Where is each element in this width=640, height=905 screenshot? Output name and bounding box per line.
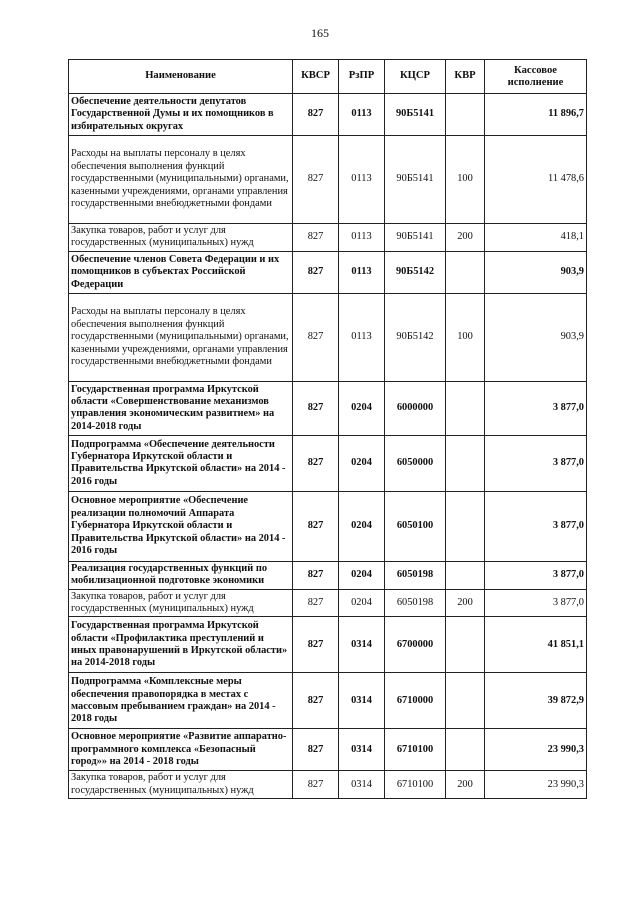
cell-kcsr: 6050100 — [385, 491, 446, 561]
cell-kvr — [446, 561, 485, 589]
cell-rzpr: 0314 — [339, 729, 385, 771]
cell-rzpr: 0113 — [339, 224, 385, 252]
cell-kvr — [446, 435, 485, 491]
cell-cash-execution: 903,9 — [485, 293, 587, 381]
cell-rzpr: 0113 — [339, 293, 385, 381]
cell-rzpr: 0113 — [339, 136, 385, 224]
cell-rzpr: 0314 — [339, 617, 385, 673]
cell-name: Обеспечение членов Совета Федерации и их помощников в субъектах Российской Федерации — [69, 251, 293, 293]
cell-cash-execution: 3 877,0 — [485, 561, 587, 589]
cell-kvr: 200 — [446, 589, 485, 617]
cell-kvr — [446, 251, 485, 293]
cell-kcsr: 6000000 — [385, 381, 446, 435]
cell-kcsr: 6710000 — [385, 673, 446, 729]
cell-cash-execution: 23 990,3 — [485, 771, 587, 799]
cell-cash-execution: 418,1 — [485, 224, 587, 252]
table-row — [69, 136, 587, 224]
cell-kcsr: 6050000 — [385, 435, 446, 491]
cell-kvsr: 827 — [293, 136, 339, 224]
cell-rzpr: 0204 — [339, 381, 385, 435]
cell-name: Основное мероприятие «Развитие аппаратно-программного комплекса «Безопасный город»» на 2014 - 2018 годы — [69, 729, 293, 771]
table-row — [69, 673, 587, 729]
cell-kcsr: 90Б5141 — [385, 224, 446, 252]
cell-kvsr: 827 — [293, 435, 339, 491]
cell-name: Основное мероприятие «Обеспечение реализации полномочий Аппарата Губернатора Иркутской области и Правительства Иркутской области» на 2014 - 2016 годы — [69, 491, 293, 561]
cell-kvsr: 827 — [293, 94, 339, 136]
cell-rzpr: 0204 — [339, 491, 385, 561]
table-row — [69, 251, 587, 293]
cell-kcsr: 90Б5141 — [385, 136, 446, 224]
cell-kvr — [446, 94, 485, 136]
header-rzpr: РзПР — [339, 60, 385, 94]
header-name: Наименование — [69, 60, 293, 94]
cell-kvr — [446, 491, 485, 561]
cell-kvsr: 827 — [293, 293, 339, 381]
cell-rzpr: 0314 — [339, 673, 385, 729]
header-cash-execution: Кассовое исполнение — [485, 60, 587, 94]
cell-kvsr: 827 — [293, 491, 339, 561]
cell-name: Закупка товаров, работ и услуг для государственных (муниципальных) нужд — [69, 224, 293, 252]
cell-kvsr: 827 — [293, 251, 339, 293]
cell-kvsr: 827 — [293, 729, 339, 771]
cell-cash-execution: 3 877,0 — [485, 381, 587, 435]
cell-cash-execution: 903,9 — [485, 251, 587, 293]
table-row — [69, 491, 587, 561]
cell-kvr — [446, 673, 485, 729]
cell-cash-execution: 11 478,6 — [485, 136, 587, 224]
cell-kvsr: 827 — [293, 224, 339, 252]
cell-rzpr: 0204 — [339, 561, 385, 589]
table-row — [69, 381, 587, 435]
header-kvr: КВР — [446, 60, 485, 94]
cell-name: Закупка товаров, работ и услуг для государственных (муниципальных) нужд — [69, 771, 293, 799]
cell-name: Обеспечение деятельности депутатов Государственной Думы и их помощников в избирательных округах — [69, 94, 293, 136]
cell-cash-execution: 3 877,0 — [485, 435, 587, 491]
cell-kcsr: 90Б5142 — [385, 293, 446, 381]
cell-cash-execution: 11 896,7 — [485, 94, 587, 136]
cell-rzpr: 0113 — [339, 251, 385, 293]
cell-name: Подпрограмма «Обеспечение деятельности Губернатора Иркутской области и Правительства Иркутской области» на 2014 - 2016 годы — [69, 435, 293, 491]
table-header-row — [69, 60, 587, 94]
cell-rzpr: 0113 — [339, 94, 385, 136]
cell-cash-execution: 23 990,3 — [485, 729, 587, 771]
table-row — [69, 94, 587, 136]
cell-kcsr: 6700000 — [385, 617, 446, 673]
cell-rzpr: 0204 — [339, 589, 385, 617]
table-row — [69, 617, 587, 673]
cell-name: Расходы на выплаты персоналу в целях обеспечения выполнения функций государственными (муниципальными) органами, казенными учреждениями, органами управления государственными внебюджетными фондами — [69, 136, 293, 224]
table-row — [69, 589, 587, 617]
cell-kcsr: 90Б5141 — [385, 94, 446, 136]
cell-kvr — [446, 729, 485, 771]
cell-cash-execution: 41 851,1 — [485, 617, 587, 673]
cell-name: Государственная программа Иркутской области «Совершенствование механизмов управления экономическим развитием» на 2014-2018 годы — [69, 381, 293, 435]
cell-kcsr: 90Б5142 — [385, 251, 446, 293]
cell-kvsr: 827 — [293, 771, 339, 799]
cell-kcsr: 6710100 — [385, 771, 446, 799]
cell-kvsr: 827 — [293, 617, 339, 673]
cell-kvr — [446, 381, 485, 435]
cell-kcsr: 6710100 — [385, 729, 446, 771]
header-kcsr: КЦСР — [385, 60, 446, 94]
cell-cash-execution: 3 877,0 — [485, 589, 587, 617]
cell-name: Реализация государственных функций по мобилизационной подготовке экономики — [69, 561, 293, 589]
cell-kvsr: 827 — [293, 381, 339, 435]
cell-cash-execution: 3 877,0 — [485, 491, 587, 561]
table-row — [69, 729, 587, 771]
cell-name: Подпрограмма «Комплексные меры обеспечения правопорядка в местах с массовым пребыванием граждан» на 2014 - 2018 годы — [69, 673, 293, 729]
cell-name: Закупка товаров, работ и услуг для государственных (муниципальных) нужд — [69, 589, 293, 617]
cell-kvr: 100 — [446, 136, 485, 224]
cell-cash-execution: 39 872,9 — [485, 673, 587, 729]
cell-kvr: 200 — [446, 771, 485, 799]
cell-kvr: 100 — [446, 293, 485, 381]
cell-rzpr: 0204 — [339, 435, 385, 491]
page-number: 165 — [311, 26, 329, 40]
cell-name: Государственная программа Иркутской области «Профилактика преступлений и иных правонарушений в Иркутской области» на 2014-2018 годы — [69, 617, 293, 673]
cell-kcsr: 6050198 — [385, 589, 446, 617]
cell-rzpr: 0314 — [339, 771, 385, 799]
table-row — [69, 293, 587, 381]
table-row — [69, 224, 587, 252]
cell-kvsr: 827 — [293, 589, 339, 617]
table-row — [69, 771, 587, 799]
table-row — [69, 561, 587, 589]
table-row — [69, 435, 587, 491]
cell-name: Расходы на выплаты персоналу в целях обеспечения выполнения функций государственными (муниципальными) органами, казенными учреждениями, органами управления государственными внебюджетными фондами — [69, 293, 293, 381]
cell-kvr: 200 — [446, 224, 485, 252]
cell-kvr — [446, 617, 485, 673]
cell-kvsr: 827 — [293, 561, 339, 589]
budget-table — [68, 59, 587, 799]
cell-kvsr: 827 — [293, 673, 339, 729]
header-kvsr: КВСР — [293, 60, 339, 94]
cell-kcsr: 6050198 — [385, 561, 446, 589]
